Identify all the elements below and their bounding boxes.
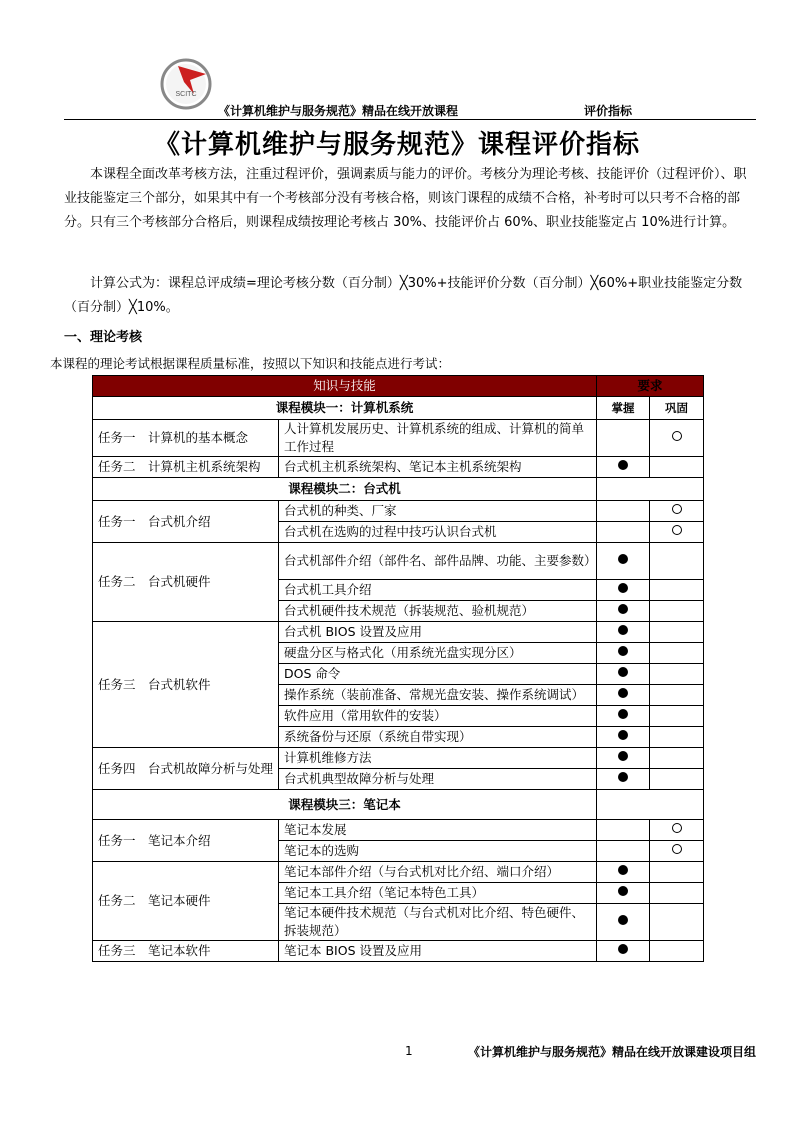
filled-circle-icon [618,604,628,614]
master-cell [597,904,650,941]
master-cell [597,841,650,862]
consolidate-cell [650,457,704,478]
module-title: 课程模块一：计算机系统 [93,397,597,420]
module-row [93,790,704,820]
table-row [93,457,704,478]
consolidate-cell [650,420,704,457]
knowledge-item: 计算机维修方法 [279,748,597,769]
filled-circle-icon [618,886,628,896]
module-title: 课程模块三：笔记本 [93,790,597,820]
knowledge-item: 笔记本 BIOS 设置及应用 [279,941,597,962]
knowledge-item: 台式机工具介绍 [279,580,597,601]
knowledge-item: 台式机主机系统架构、笔记本主机系统架构 [279,457,597,478]
filled-circle-icon [618,709,628,719]
task-name: 任务二 笔记本硬件 [93,862,279,941]
table-row [93,622,704,643]
consolidate-cell [650,685,704,706]
header-right-label: 评价指标 [584,104,633,118]
logo-text: SCITC [175,91,197,98]
filled-circle-icon [618,646,628,656]
task-name: 任务四 台式机故障分析与处理 [93,748,279,790]
consolidate-cell [650,622,704,643]
filled-circle-icon [618,944,628,954]
consolidate-cell [650,522,704,543]
consolidate-cell [650,883,704,904]
master-cell [597,420,650,457]
paragraph-formula: 计算公式为：课程总评成绩=理论考核分数（百分制）╳30%+技能评价分数（百分制）╳60%+职业技能鉴定分数（百分制）╳10%。 [64,276,743,315]
hollow-circle-icon [672,823,682,833]
consolidate-cell [650,706,704,727]
module-title: 课程模块二：台式机 [93,478,597,501]
master-cell [597,706,650,727]
master-cell [597,727,650,748]
master-cell [597,622,650,643]
module-row-blank [597,478,704,501]
master-cell [597,748,650,769]
knowledge-item: 台式机的种类、厂家 [279,501,597,522]
filled-circle-icon [618,554,628,564]
table-row [93,862,704,883]
knowledge-item: 笔记本发展 [279,820,597,841]
table-row [93,420,704,457]
consolidate-cell [650,727,704,748]
master-cell [597,862,650,883]
knowledge-item: 笔记本部件介绍（与台式机对比介绍、端口介绍） [279,862,597,883]
knowledge-item: 台式机 BIOS 设置及应用 [279,622,597,643]
master-cell [597,685,650,706]
knowledge-item: 台式机典型故障分析与处理 [279,769,597,790]
task-name: 任务一 台式机介绍 [93,501,279,543]
consolidate-cell [650,601,704,622]
hollow-circle-icon [672,504,682,514]
master-cell [597,941,650,962]
knowledge-item: 台式机部件介绍（部件名、部件品牌、功能、主要参数） [279,543,597,580]
consolidate-cell [650,748,704,769]
knowledge-item: 硬盘分区与格式化（用系统光盘实现分区） [279,643,597,664]
hollow-circle-icon [672,431,682,441]
knowledge-item: 笔记本的选购 [279,841,597,862]
master-cell [597,580,650,601]
hollow-circle-icon [672,844,682,854]
header-requirement: 要求 [597,376,704,397]
filled-circle-icon [618,751,628,761]
header-title: 《计算机维护与服务规范》精品在线开放课程 [218,104,459,118]
consolidate-cell [650,820,704,841]
consolidate-cell [650,664,704,685]
filled-circle-icon [618,772,628,782]
master-cell [597,643,650,664]
knowledge-item: 台式机硬件技术规范（拆装规范、验机规范） [279,601,597,622]
intro-text: 本课程的理论考试根据课程质量标准，按照以下知识和技能点进行考试： [50,356,451,371]
header-knowledge-skills: 知识与技能 [93,376,597,397]
master-cell [597,601,650,622]
task-name: 任务一 笔记本介绍 [93,820,279,862]
knowledge-item: 笔记本硬件技术规范（与台式机对比介绍、特色硬件、拆装规范） [279,904,597,941]
knowledge-item: DOS 命令 [279,664,597,685]
master-cell [597,457,650,478]
consolidate-cell [650,769,704,790]
evaluation-table [92,375,704,962]
master-cell [597,664,650,685]
filled-circle-icon [618,730,628,740]
consolidate-cell [650,501,704,522]
header-divider [64,119,756,120]
consolidate-cell [650,580,704,601]
table-row [93,543,704,580]
filled-circle-icon [618,688,628,698]
consolidate-cell [650,543,704,580]
filled-circle-icon [618,583,628,593]
table-row [93,941,704,962]
consolidate-cell [650,862,704,883]
task-name: 任务三 笔记本软件 [93,941,279,962]
knowledge-item: 台式机在选购的过程中技巧认识台式机 [279,522,597,543]
task-name: 任务二 台式机硬件 [93,543,279,622]
table-row [93,820,704,841]
filled-circle-icon [618,915,628,925]
table-row [93,748,704,769]
master-cell [597,501,650,522]
master-cell [597,543,650,580]
subheader-consolidate: 巩固 [650,397,704,420]
knowledge-item: 系统备份与还原（系统自带实现） [279,727,597,748]
consolidate-cell [650,643,704,664]
knowledge-item: 操作系统（装前准备、常规光盘安装、操作系统调试） [279,685,597,706]
filled-circle-icon [618,667,628,677]
master-cell [597,820,650,841]
knowledge-item: 笔记本工具介绍（笔记本特色工具） [279,883,597,904]
task-name: 任务二 计算机主机系统架构 [93,457,279,478]
knowledge-item: 人计算机发展历史、计算机系统的组成、计算机的简单工作过程 [279,420,597,457]
module-row [93,478,704,501]
page-number: 1 [405,1044,413,1058]
knowledge-item: 软件应用（常用软件的安装） [279,706,597,727]
section-heading-theory: 一、理论考核 [64,330,143,345]
consolidate-cell [650,941,704,962]
master-cell [597,769,650,790]
consolidate-cell [650,841,704,862]
footer-text: 《计算机维护与服务规范》精品在线开放课建设项目组 [468,1045,757,1059]
filled-circle-icon [618,865,628,875]
module-row-blank [597,790,704,820]
master-cell [597,522,650,543]
task-name: 任务一 计算机的基本概念 [93,420,279,457]
task-name: 任务三 台式机软件 [93,622,279,748]
consolidate-cell [650,904,704,941]
table-row [93,501,704,522]
module-row [93,397,704,420]
filled-circle-icon [618,625,628,635]
filled-circle-icon [618,460,628,470]
hollow-circle-icon [672,525,682,535]
scitc-logo [160,58,212,110]
table-header-row [93,376,704,397]
subheader-master: 掌握 [597,397,650,420]
master-cell [597,883,650,904]
paragraph-assessment: 本课程全面改革考核方法，注重过程评价，强调素质与能力的评价。考核分为理论考核、技能评价（过程评价）、职业技能鉴定三个部分，如果其中有一个考核部分没有考核合格，则该门课程的成绩不合格，补考时可以只考不合格的部分。只有三个考核部分合格后，则课程成绩按理论考核占 30%、技能评价占 60%、职业技能鉴定占 10%进行计算。 [64,167,747,230]
document-title: 《计算机维护与服务规范》课程评价指标 [153,130,640,160]
